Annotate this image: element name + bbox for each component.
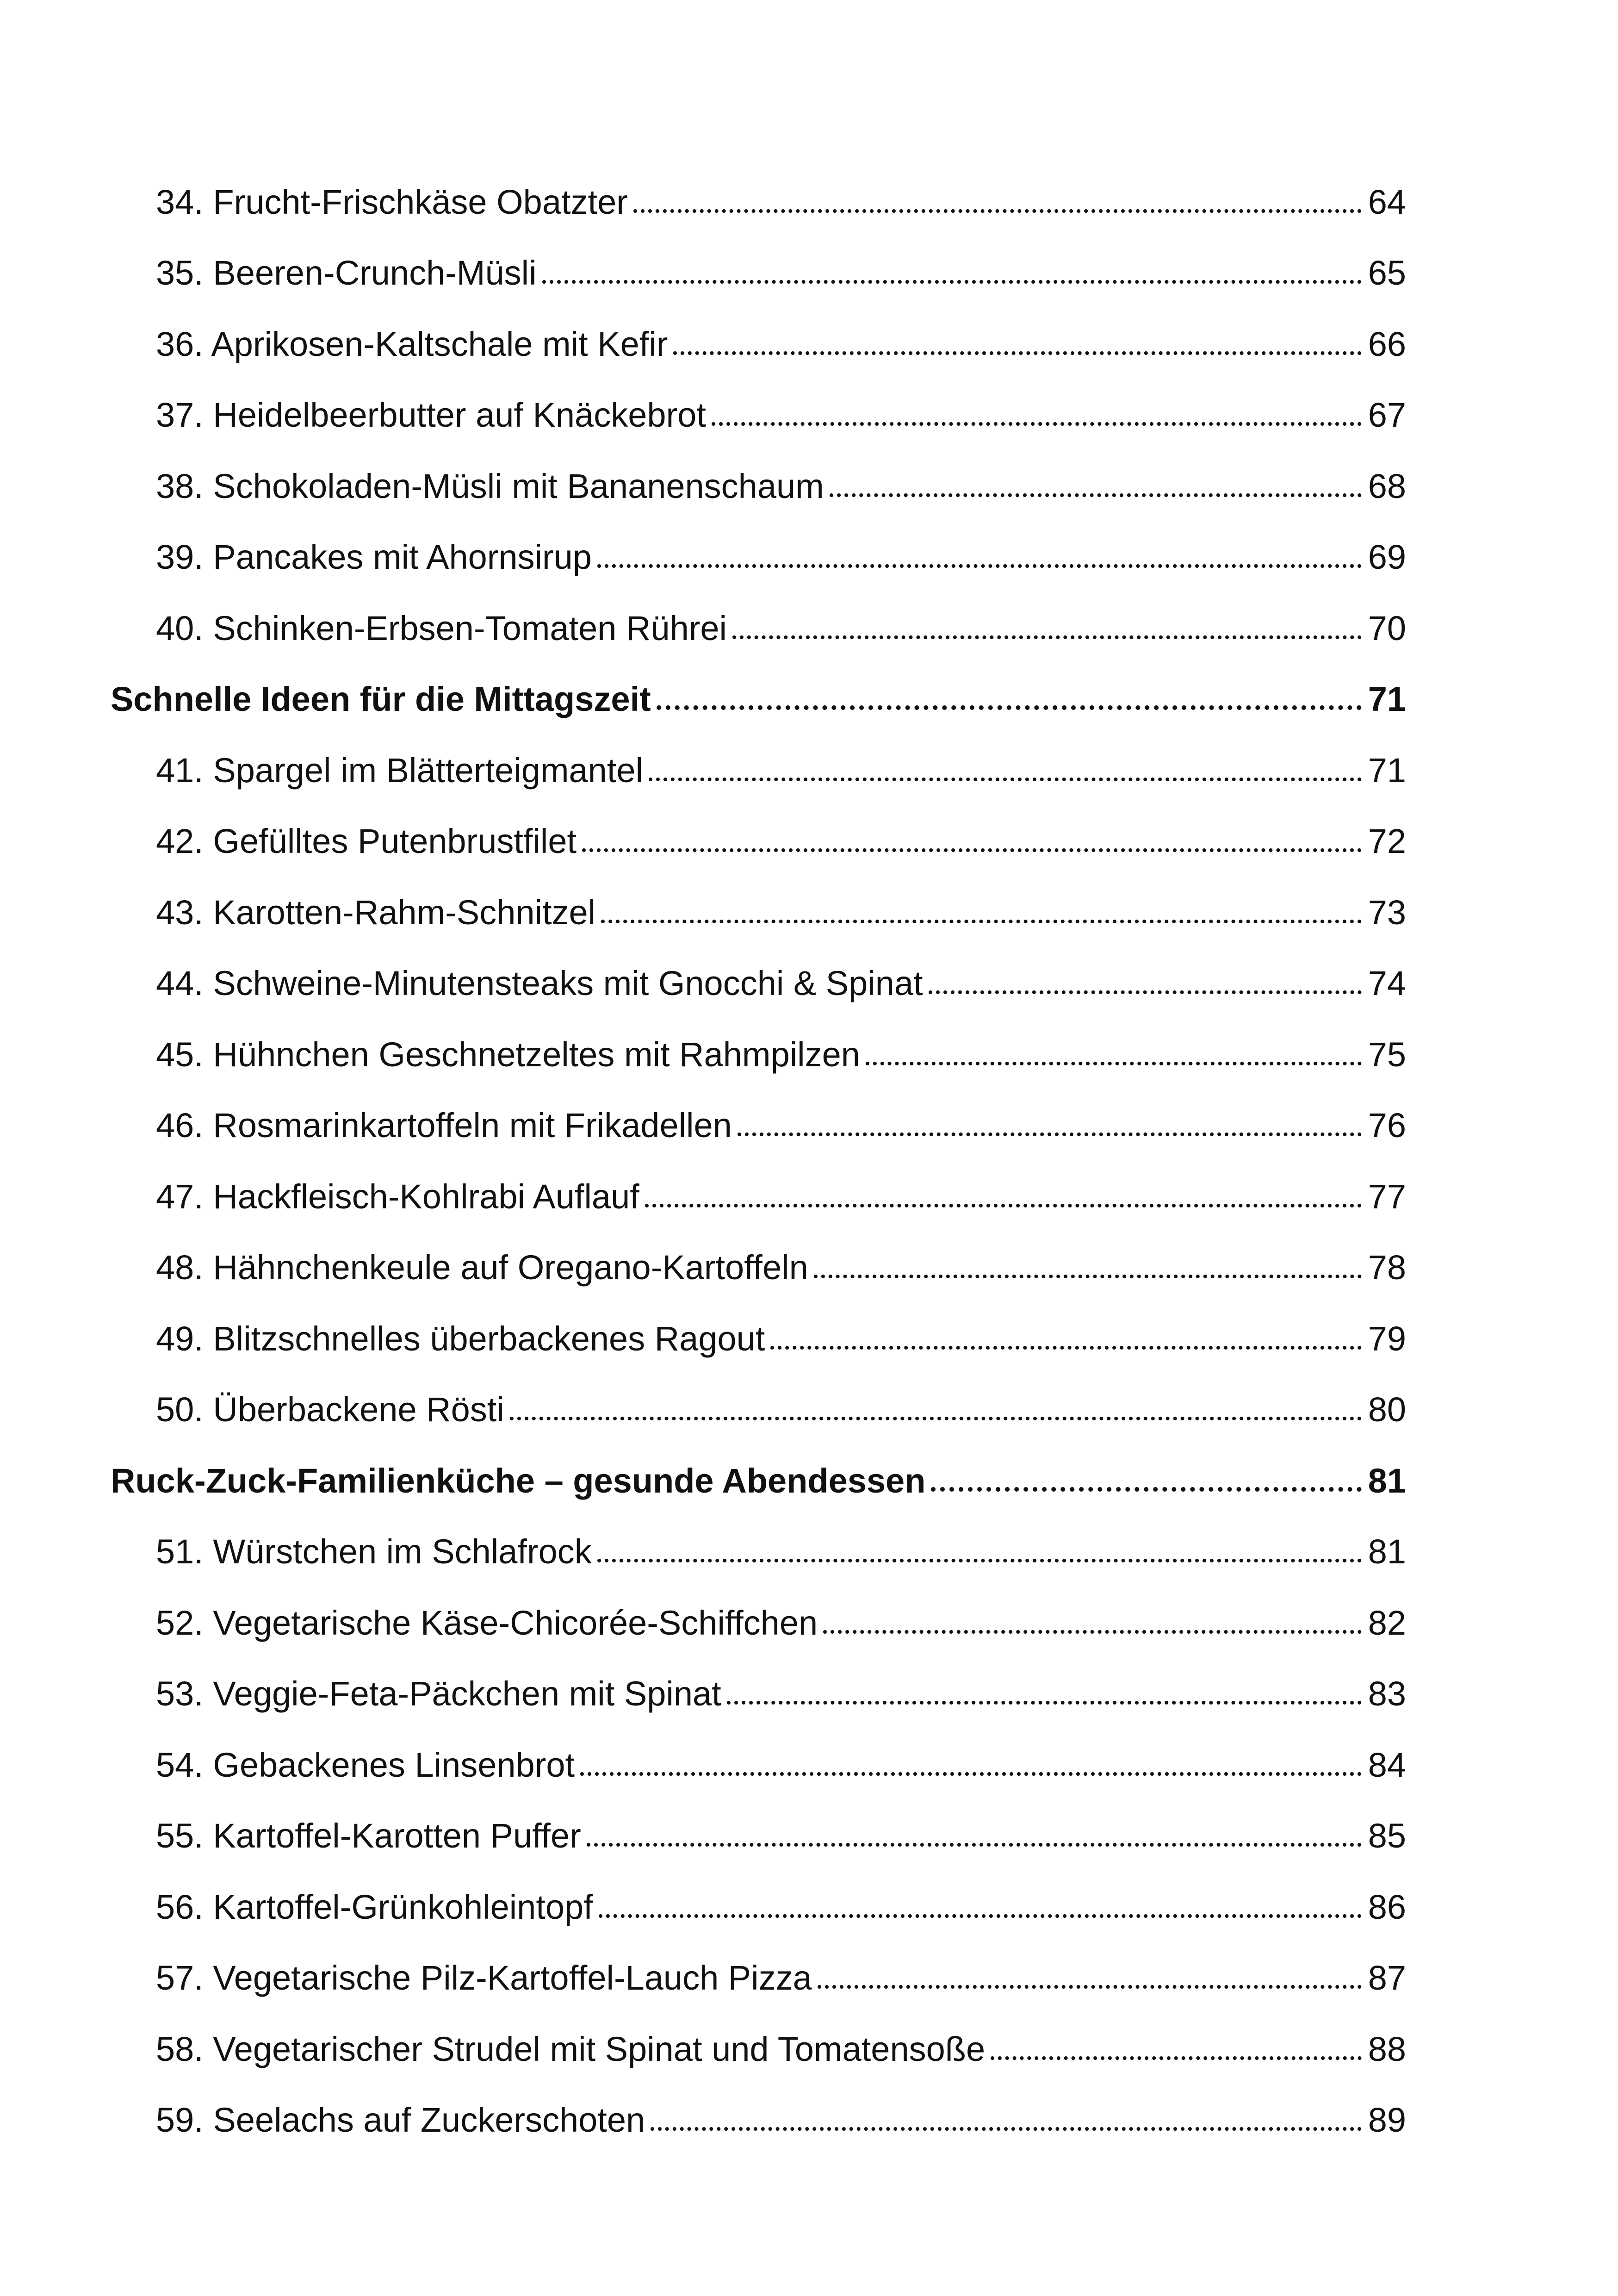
toc-page-number: 64 <box>1368 182 1406 221</box>
toc-entry[interactable] <box>111 309 1406 380</box>
toc-entry-title: 36. Aprikosen-Kaltschale mit Kefir <box>156 324 668 363</box>
toc-page-number: 81 <box>1368 1461 1406 1500</box>
toc-entry[interactable] <box>111 1587 1406 1659</box>
toc-section-title: Schnelle Ideen für die Mittagszeit <box>111 680 651 719</box>
toc-entry-title: 44. Schweine-Minutensteaks mit Gnocchi & Spinat <box>156 964 923 1003</box>
toc-entry[interactable] <box>111 1303 1406 1375</box>
toc-entry[interactable] <box>111 1659 1406 1730</box>
toc-page-number: 70 <box>1368 609 1406 647</box>
toc-entry-title: 54. Gebackenes Linsenbrot <box>156 1745 575 1784</box>
toc-page-number: 72 <box>1368 822 1406 861</box>
toc-entry-title: 58. Vegetarischer Strudel mit Spinat und Tomatensoße <box>156 2029 986 2068</box>
toc-entry[interactable] <box>111 451 1406 522</box>
toc-entry-title: 50. Überbackene Rösti <box>156 1390 504 1429</box>
dot-leader <box>651 2103 1362 2137</box>
toc-page-number: 83 <box>1368 1674 1406 1713</box>
dot-leader <box>597 1535 1362 1569</box>
toc-entry-title: 48. Hähnchenkeule auf Oregano-Kartoffeln <box>156 1248 808 1287</box>
toc-entry-title: 38. Schokoladen-Müsli mit Bananenschaum <box>156 467 824 505</box>
dot-leader <box>582 824 1362 859</box>
toc-page-number: 79 <box>1368 1319 1406 1358</box>
dot-leader <box>727 1677 1362 1711</box>
dot-leader <box>599 1890 1362 1924</box>
toc-page-number: 76 <box>1368 1106 1406 1145</box>
toc-page-number: 89 <box>1368 2101 1406 2140</box>
toc-entry[interactable] <box>111 167 1406 238</box>
toc-entry-title: 47. Hackfleisch-Kohlrabi Auflauf <box>156 1177 639 1216</box>
dot-leader <box>712 398 1362 432</box>
toc-entry[interactable] <box>111 380 1406 451</box>
toc-page-number: 87 <box>1368 1959 1406 1997</box>
toc-page-number: 78 <box>1368 1248 1406 1287</box>
dot-leader <box>580 1748 1362 1782</box>
dot-leader <box>510 1393 1362 1427</box>
toc-entry[interactable] <box>111 806 1406 877</box>
toc-page-number: 75 <box>1368 1035 1406 1074</box>
toc-entry[interactable] <box>111 522 1406 593</box>
toc-entry[interactable] <box>111 1801 1406 1872</box>
dot-leader <box>818 1961 1362 1995</box>
dot-leader <box>542 256 1362 290</box>
toc-section-heading[interactable] <box>111 664 1406 735</box>
dot-leader <box>738 1108 1362 1143</box>
toc-page-number: 73 <box>1368 893 1406 932</box>
dot-leader <box>657 682 1362 716</box>
toc-entry-title: 45. Hühnchen Geschnetzeltes mit Rahmpilzen <box>156 1035 860 1074</box>
toc-entry[interactable] <box>111 948 1406 1020</box>
toc-page-number: 88 <box>1368 2029 1406 2068</box>
toc-page-number: 71 <box>1368 680 1406 719</box>
dot-leader <box>601 896 1362 930</box>
toc-entry[interactable] <box>111 593 1406 664</box>
toc-entry-title: 52. Vegetarische Käse-Chicorée-Schiffchen <box>156 1603 818 1642</box>
dot-leader <box>929 966 1362 1001</box>
toc-section-title: Ruck-Zuck-Familienküche – gesunde Abendessen <box>111 1461 926 1500</box>
toc-page-number: 74 <box>1368 964 1406 1003</box>
dot-leader <box>931 1464 1361 1498</box>
toc-page-number: 85 <box>1368 1817 1406 1855</box>
toc-entry-title: 37. Heidelbeerbutter auf Knäckebrot <box>156 396 706 435</box>
dot-leader <box>770 1322 1361 1356</box>
toc-page-number: 80 <box>1368 1390 1406 1429</box>
toc-entry[interactable] <box>111 735 1406 806</box>
toc-page-number: 81 <box>1368 1532 1406 1571</box>
toc-entry[interactable] <box>111 1375 1406 1446</box>
toc-entry-title: 51. Würstchen im Schlafrock <box>156 1532 592 1571</box>
dot-leader <box>823 1606 1362 1640</box>
toc-entry-title: 34. Frucht-Frischkäse Obatzter <box>156 182 628 221</box>
toc-entry-title: 40. Schinken-Erbsen-Tomaten Rührei <box>156 609 727 647</box>
toc-entry[interactable] <box>111 1943 1406 2014</box>
toc-page-number: 65 <box>1368 254 1406 292</box>
toc-entry-title: 39. Pancakes mit Ahornsirup <box>156 538 592 577</box>
toc-entry-title: 53. Veggie-Feta-Päckchen mit Spinat <box>156 1674 721 1713</box>
dot-leader <box>866 1038 1362 1072</box>
toc-entry[interactable] <box>111 2085 1406 2156</box>
toc-page-number: 86 <box>1368 1887 1406 1926</box>
dot-leader <box>645 1180 1362 1214</box>
toc-entry[interactable] <box>111 1730 1406 1801</box>
toc-entry-title: 35. Beeren-Crunch-Müsli <box>156 254 537 292</box>
toc-entry-title: 57. Vegetarische Pilz-Kartoffel-Lauch Pizza <box>156 1959 812 1997</box>
toc-entry[interactable] <box>111 1872 1406 1943</box>
toc-entry[interactable] <box>111 1090 1406 1162</box>
toc-page-number: 66 <box>1368 324 1406 363</box>
toc-entry[interactable] <box>111 1517 1406 1588</box>
toc-entry-title: 43. Karotten-Rahm-Schnitzel <box>156 893 596 932</box>
toc-entry[interactable] <box>111 238 1406 309</box>
table-of-contents <box>111 167 1406 2156</box>
dot-leader <box>587 1819 1362 1853</box>
toc-entry-title: 42. Gefülltes Putenbrustfilet <box>156 822 577 861</box>
dot-leader <box>830 469 1362 504</box>
dot-leader <box>991 2032 1362 2066</box>
toc-entry-title: 41. Spargel im Blätterteigmantel <box>156 751 643 790</box>
toc-entry-title: 56. Kartoffel-Grünkohleintopf <box>156 1887 593 1926</box>
toc-entry[interactable] <box>111 877 1406 948</box>
toc-page-number: 69 <box>1368 538 1406 577</box>
toc-page-number: 67 <box>1368 396 1406 435</box>
toc-entry-title: 46. Rosmarinkartoffeln mit Frikadellen <box>156 1106 732 1145</box>
dot-leader <box>649 753 1362 788</box>
toc-section-heading[interactable] <box>111 1445 1406 1517</box>
toc-entry[interactable] <box>111 1019 1406 1090</box>
toc-entry-title: 55. Kartoffel-Karotten Puffer <box>156 1817 581 1855</box>
dot-leader <box>814 1251 1362 1285</box>
toc-entry[interactable] <box>111 2014 1406 2085</box>
dot-leader <box>597 540 1362 574</box>
toc-entry-title: 49. Blitzschnelles überbackenes Ragout <box>156 1319 765 1358</box>
toc-entry-title: 59. Seelachs auf Zuckerschoten <box>156 2101 645 2140</box>
toc-page-number: 68 <box>1368 467 1406 505</box>
toc-entry[interactable] <box>111 1161 1406 1232</box>
toc-entry[interactable] <box>111 1232 1406 1304</box>
toc-page-number: 82 <box>1368 1603 1406 1642</box>
dot-leader <box>633 185 1362 219</box>
toc-page-number: 84 <box>1368 1745 1406 1784</box>
toc-page-number: 71 <box>1368 751 1406 790</box>
dot-leader <box>732 611 1362 646</box>
toc-page-number: 77 <box>1368 1177 1406 1216</box>
dot-leader <box>673 327 1361 361</box>
